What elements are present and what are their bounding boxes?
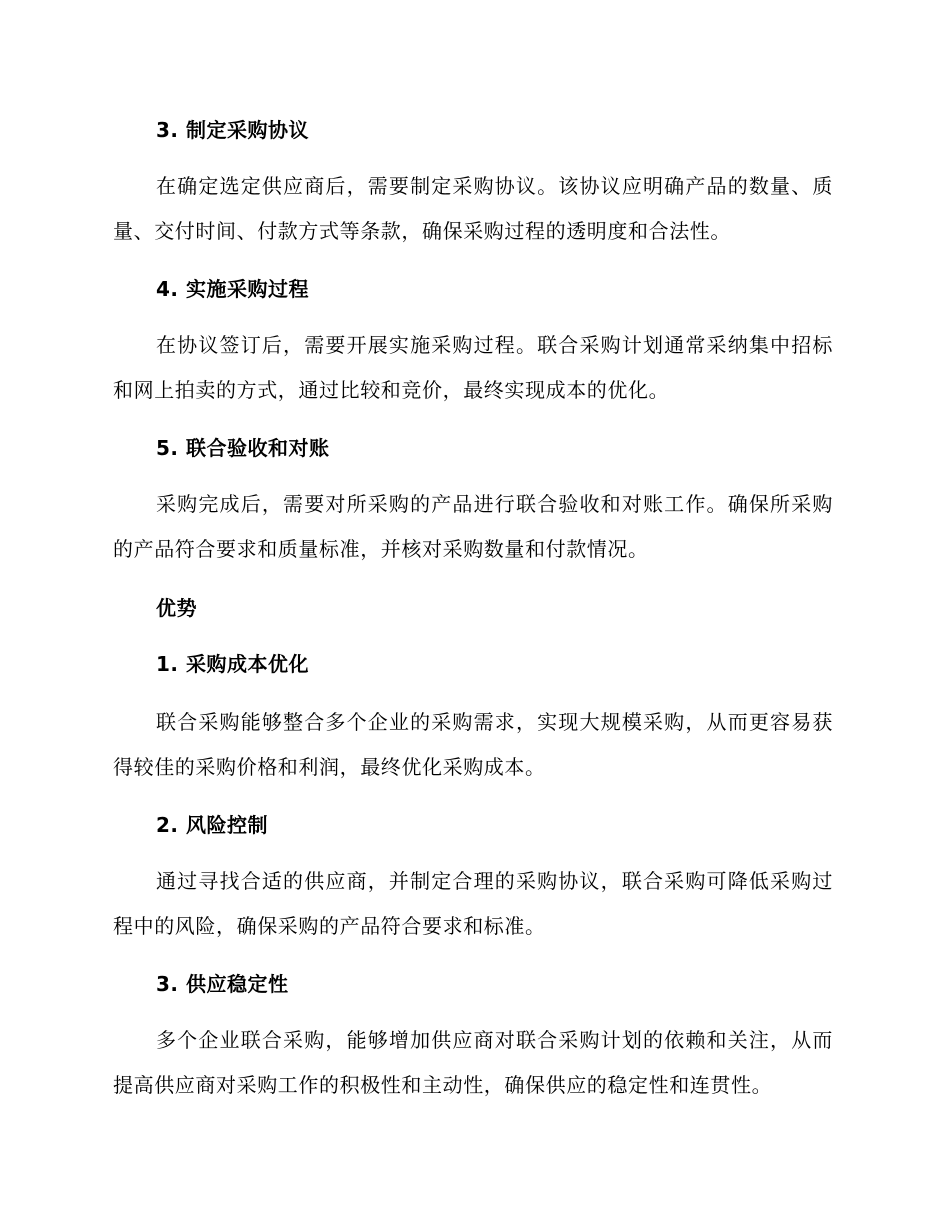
section-paragraph: 联合采购能够整合多个企业的采购需求，实现大规模采购，从而更容易获得较佳的采购价格和利润，最终优化采购成本。 — [113, 710, 833, 779]
section-heading: 3. 供应稳定性 — [156, 972, 289, 996]
section-paragraph: 多个企业联合采购，能够增加供应商对联合采购计划的依赖和关注，从而提高供应商对采购工作的积极性和主动性，确保供应的稳定性和连贯性。 — [113, 1028, 833, 1097]
section-paragraph: 通过寻找合适的供应商，并制定合理的采购协议，联合采购可降低采购过程中的风险，确保采购的产品符合要求和标准。 — [113, 869, 833, 938]
section-heading: 3. 制定采购协议 — [156, 118, 309, 142]
section-heading: 4. 实施采购过程 — [156, 277, 309, 301]
section-paragraph: 采购完成后，需要对所采购的产品进行联合验收和对账工作。确保所采购的产品符合要求和质量标准，并核对采购数量和付款情况。 — [113, 492, 833, 561]
section-paragraph: 在协议签订后，需要开展实施采购过程。联合采购计划通常采纳集中招标和网上拍卖的方式，通过比较和竞价，最终实现成本的优化。 — [113, 333, 833, 402]
section-heading: 5. 联合验收和对账 — [156, 436, 330, 460]
advantages-title: 优势 — [156, 596, 197, 620]
section-heading: 1. 采购成本优化 — [156, 652, 309, 676]
section-paragraph: 在确定选定供应商后，需要制定采购协议。该协议应明确产品的数量、质量、交付时间、付款方式等条款，确保采购过程的透明度和合法性。 — [113, 174, 833, 243]
section-heading: 2. 风险控制 — [156, 813, 268, 837]
